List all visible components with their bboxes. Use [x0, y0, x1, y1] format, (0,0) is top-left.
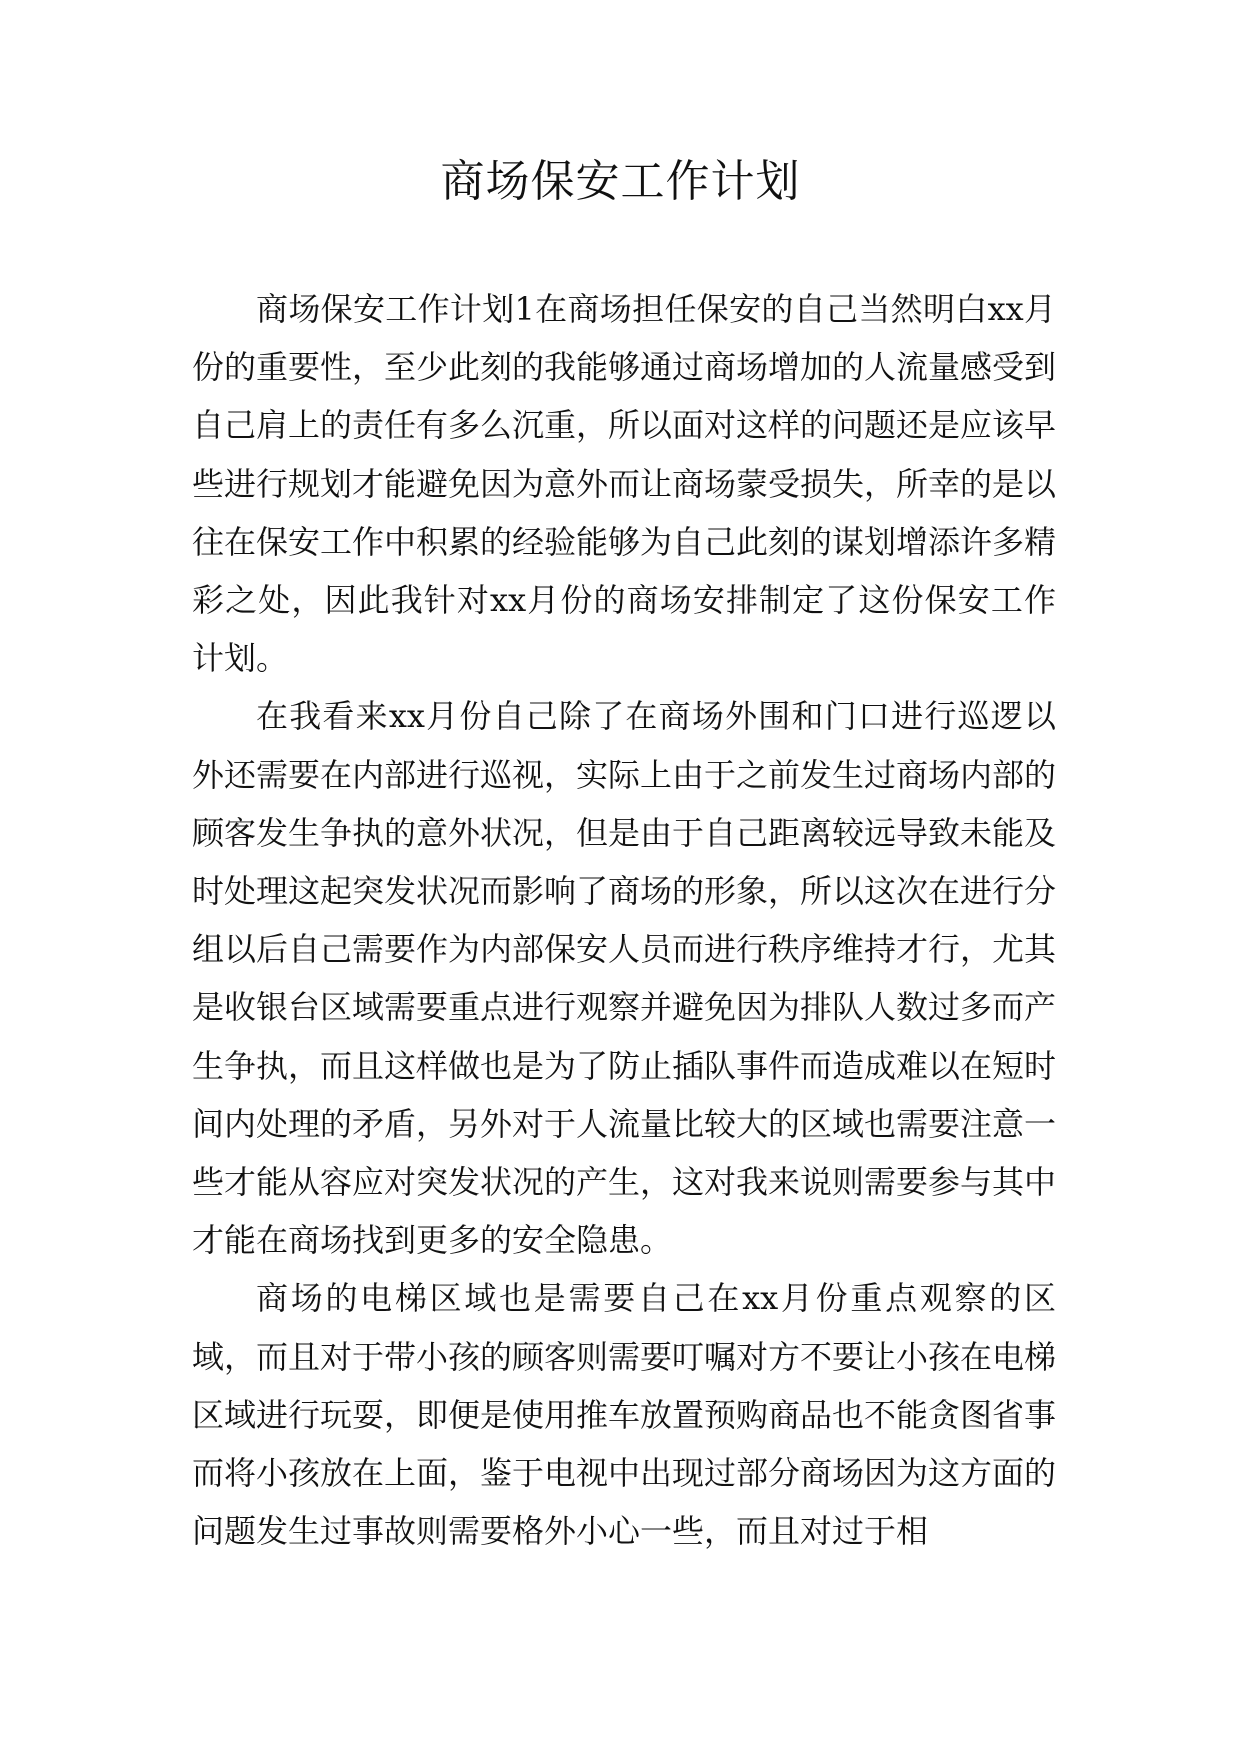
document-body	[192, 280, 1056, 1560]
paragraph: 在我看来xx月份自己除了在商场外围和门口进行巡逻以外还需要在内部进行巡视，实际上由于之前发生过商场内部的顾客发生争执的意外状况，但是由于自己距离较远导致未能及时处理这起突发状况而影响了商场的形象，所以这次在进行分组以后自己需要作为内部保安人员而进行秩序维持才行，尤其是收银台区域需要重点进行观察并避免因为排队人数过多而产生争执，而且这样做也是为了防止插队事件而造成难以在短时间内处理的矛盾，另外对于人流量比较大的区域也需要注意一些才能从容应对突发状况的产生，这对我来说则需要参与其中才能在商场找到更多的安全隐患。	[192, 697, 1057, 1260]
paragraph: 商场保安工作计划1在商场担任保安的自己当然明白xx月份的重要性，至少此刻的我能够通过商场增加的人流量感受到自己肩上的责任有多么沉重，所以面对这样的问题还是应该早些进行规划才能避免因为意外而让商场蒙受损失，所幸的是以往在保安工作中积累的经验能够为自己此刻的谋划增添许多精彩之处，因此我针对xx月份的商场安排制定了这份保安工作计划。	[192, 290, 1057, 678]
paragraph: 商场的电梯区域也是需要自己在xx月份重点观察的区域，而且对于带小孩的顾客则需要叮嘱对方不要让小孩在电梯区域进行玩耍，即便是使用推车放置预购商品也不能贪图省事而将小孩放在上面，鉴于电视中出现过部分商场因为这方面的问题发生过事故则需要格外小心一些，而且对过于相	[192, 1279, 1057, 1551]
document-title: 商场保安工作计划	[440, 156, 801, 207]
